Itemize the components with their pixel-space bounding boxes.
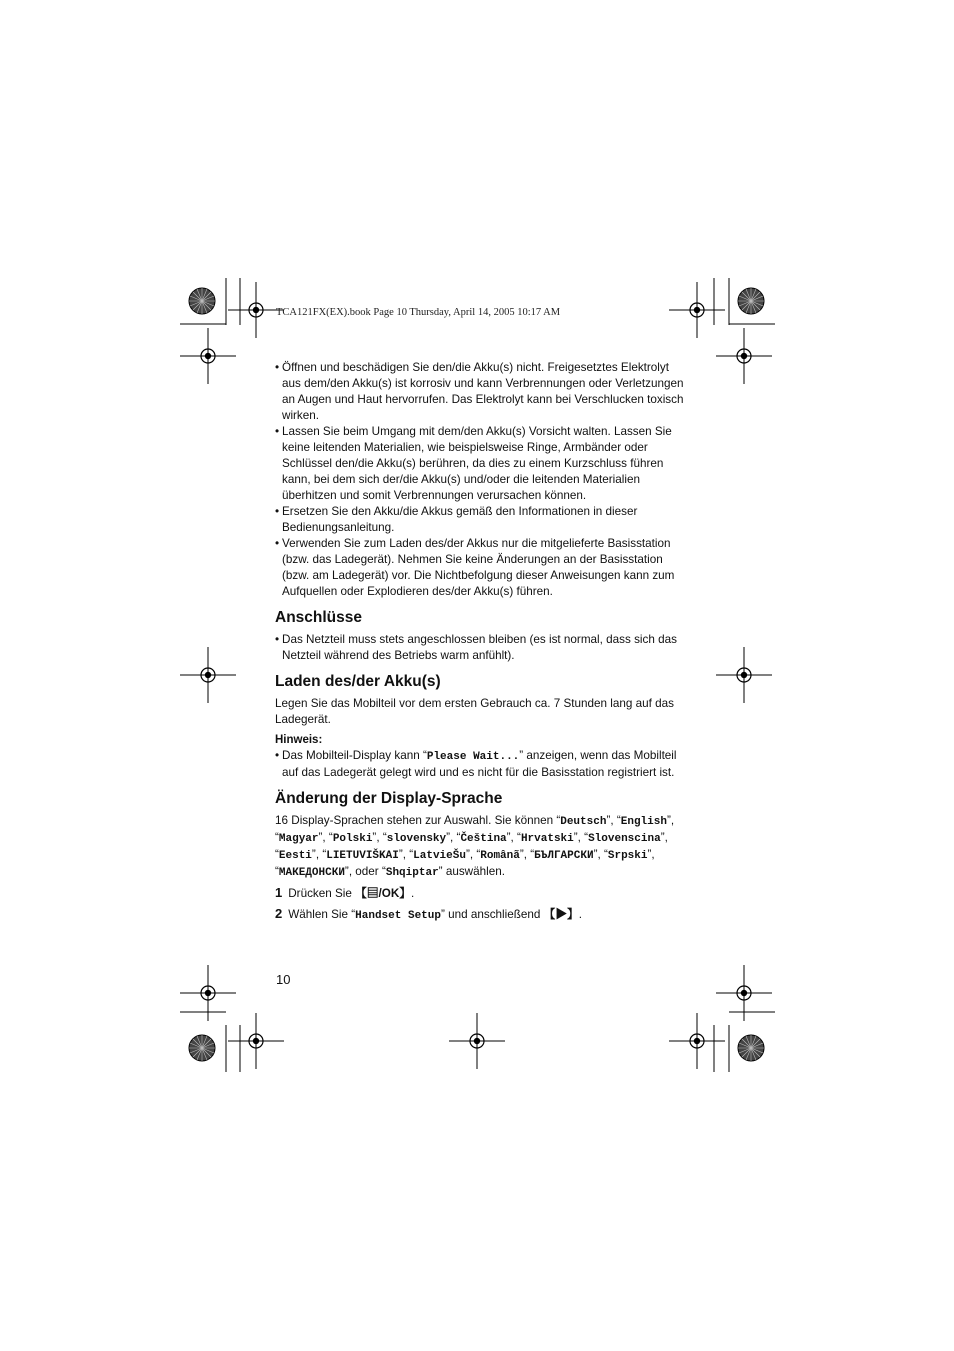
list-item: • Verwenden Sie zum Laden des/der Akkus nur die mitgelieferte Basisstation (bzw. das Ladegerät). Nehmen Sie keine Änderungen an der Basisstation (bzw. am Ladegerät) vor. Die Nichtbefolgung dieser Anweisungen kann zum Aufquellen oder Explodieren des/der Akku(s) führen. xyxy=(275,536,685,600)
color-star-icon xyxy=(189,288,215,314)
list-item: • Ersetzen Sie den Akku/die Akkus gemäß den Informationen in dieser Bedienungsanleitung. xyxy=(275,504,685,536)
language-option: Čeština xyxy=(460,833,507,845)
step-number: 1 xyxy=(275,885,283,900)
section-heading-anschluesse: Anschlüsse xyxy=(275,609,363,626)
language-option: slovensky xyxy=(386,833,447,845)
file-header: TCA121FX(EX).book Page 10 Thursday, April 14, 2005 10:17 AM xyxy=(276,307,561,318)
menu-item-code: Handset Setup xyxy=(355,910,441,922)
language-option: Românã xyxy=(480,850,520,862)
registration-mark-icon xyxy=(716,965,772,1021)
page-number: 10 xyxy=(276,972,291,987)
color-star-icon xyxy=(738,1035,764,1061)
page-content xyxy=(275,360,685,924)
language-option: Magyar xyxy=(278,833,319,845)
language-option: Shqiptar xyxy=(385,867,439,879)
language-option: Slovenscina xyxy=(588,833,661,845)
registration-mark-icon xyxy=(180,647,236,703)
step-item: 1 Drücken Sie 【▤/OK】. xyxy=(275,885,415,900)
note-item xyxy=(275,748,685,781)
language-option: LatvieŠu xyxy=(413,850,466,862)
language-option: Polski xyxy=(332,833,373,845)
list-item: • Das Netzteil muss stets angeschlossen bleiben (es ist normal, dass sich das Netzteil während des Betriebs warm anfühlt). xyxy=(275,632,685,664)
note-label: Hinweis: xyxy=(275,734,323,746)
or-word: oder xyxy=(352,865,382,878)
section-heading-sprache: Änderung der Display-Sprache xyxy=(275,790,503,807)
note-text: Das Mobilteil-Display kann “ xyxy=(282,749,427,762)
outro-text: auswählen. xyxy=(442,865,505,878)
language-option: Eesti xyxy=(278,850,312,862)
list-item: • Öffnen und beschädigen Sie den/die Akku(s) nicht. Freigesetztes Elektrolyt aus dem/den Akku(s) ist korrosiv und kann Verbrennungen oder Verletzungen an Augen und Haut hervorrufen. Das Elektrolyt kann bei Verschlucken toxisch wirken. xyxy=(275,360,685,424)
section-heading-laden: Laden des/der Akku(s) xyxy=(275,673,441,690)
language-option: МАКЕДОНСКИ xyxy=(278,867,345,879)
intro-text: 16 Display-Sprachen stehen zur Auswahl. Sie können xyxy=(275,814,557,827)
language-option: Hrvatski xyxy=(520,833,574,845)
language-option: Srpski xyxy=(607,850,648,862)
language-option: LIETUVIŠKAI xyxy=(326,850,399,862)
key-icon: 【▶】 xyxy=(543,908,579,921)
note-text: ” anzeigen, wenn das Mobilteil auf das Ladegerät gelegt wird und es nicht für die Basisstation registriert ist. xyxy=(282,749,677,779)
registration-mark-icon xyxy=(449,1013,505,1069)
paragraph: Legen Sie das Mobilteil vor dem ersten Gebrauch ca. 7 Stunden lang auf das Ladegerät. xyxy=(275,697,674,726)
list-item: • Lassen Sie beim Umgang mit dem/den Akku(s) Vorsicht walten. Lassen Sie keine leitenden Materialien, wie beispielsweise Ringe, Armbänder oder Schlüssel den/die Akku(s) berühren, da dies zu einem Kurzschluss führen kann, bei dem sich der/die Akku(s) und/oder die leitenden Materialien überhitzen und somit Verbrennungen verursachen können. xyxy=(275,424,685,504)
display-message: Please Wait... xyxy=(426,751,520,763)
language-option: English xyxy=(620,816,667,828)
safety-list xyxy=(275,360,685,600)
color-star-icon xyxy=(189,1035,215,1061)
languages-paragraph: 16 Display-Sprachen stehen zur Auswahl. Sie können “Deutsch”, “English”, “Magyar”, “Polski”, “slovensky”, “Čeština”, “Hrvatski”, “Slovenscina”, “Eesti”, “LIETUVIŠKAI”, “LatvieŠu”, “Românã”, “БЪЛГАРСКИ”, “Srpski”, “МАКЕДОНСКИ”, oder “Shqiptar” auswählen. xyxy=(275,814,675,879)
key-icon: 【▤/OK】 xyxy=(355,887,411,900)
steps-list xyxy=(275,885,685,924)
registration-mark-icon xyxy=(716,328,772,384)
registration-mark-icon xyxy=(716,647,772,703)
step-number: 2 xyxy=(275,906,283,921)
registration-mark-icon xyxy=(228,1013,284,1069)
registration-mark-icon xyxy=(669,282,725,338)
registration-mark-icon xyxy=(180,328,236,384)
step-item: 2 Wählen Sie “Handset Setup” und anschließend 【▶】. xyxy=(275,906,582,922)
color-star-icon xyxy=(738,288,764,314)
registration-mark-icon xyxy=(180,965,236,1021)
registration-mark-icon xyxy=(669,1013,725,1069)
language-option: БЪЛГАРСКИ xyxy=(534,850,594,862)
language-option: Deutsch xyxy=(560,816,607,828)
